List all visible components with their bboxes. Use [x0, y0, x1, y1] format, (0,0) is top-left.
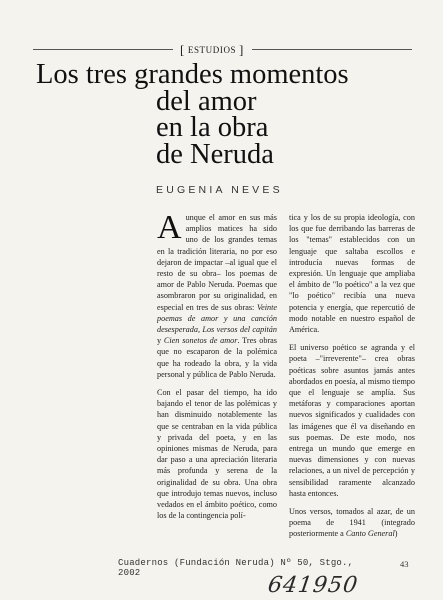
left-p1-title-sonetos: Cien sonetos de amor	[163, 336, 238, 346]
left-p1-text-c: y	[157, 336, 164, 346]
right-paragraph-3	[289, 506, 415, 540]
header-rule-left	[33, 49, 173, 50]
title-line-4: de Neruda	[156, 138, 274, 170]
right-paragraph-1: tica y los de su propia ideología, con los que fue derribando las barreras de los "temas" establecidos con un lenguaje que saltaba escollos e introducía nuevas formas de expresión. Un lenguaje que ampliaba el ámbito de "lo poético" a la vez que "lo poético" recibía una nueva potencia y energía, que repercutió de modo notable en nuestro español de América.	[289, 213, 415, 335]
right-p3-text-a: Unos versos, tomados al azar, de un poema de 1941 (integrado posteriormente a	[289, 507, 415, 539]
page-number: 43	[400, 559, 409, 569]
left-column	[157, 212, 277, 557]
title-line-1: Los tres grandes momentos	[36, 59, 349, 90]
title-line-3: en la obra	[156, 112, 269, 143]
title-line-2: del amor	[156, 85, 257, 117]
section-close-bracket: ]	[239, 42, 244, 57]
section-tag	[176, 42, 248, 56]
handwritten-catalog-number: 641950	[266, 573, 360, 598]
left-p1-title-versos: Los versos del capitán	[202, 325, 277, 335]
left-p1-text-b: ,	[197, 325, 203, 335]
left-p1-title-veinte: Veinte poemas de amor y una canción desesperada	[157, 302, 277, 335]
header-rule-right	[252, 49, 412, 50]
journal-citation: Cuadernos (Fundación Neruda) Nº 50, Stgo., 2002	[118, 558, 354, 578]
left-paragraph-1	[157, 212, 277, 380]
left-paragraph-2: Con el pasar del tiempo, ha ido bajando el tenor de las polémicas y han disminuido notablemente las que se centraban en la vida pública y privada del poeta, y en las opiniones mismas de Neruda, para dar paso a una apreciación literaria más profunda y serena de la originalidad de su obra. Una obra que introdujo temas nuevos, incluso vedados en el ámbito poético, como los de la contingencia polí-	[157, 388, 277, 521]
right-p3-text-b: )	[394, 529, 398, 539]
right-column	[289, 212, 415, 557]
left-p1-text-d: . Tres obras que no escaparon de la polémica que ha rodeado la obra, y la vida personal y pública de Pablo Neruda.	[157, 336, 277, 379]
right-p3-title-canto: Canto General	[345, 529, 395, 539]
author-name: EUGENIA NEVES	[156, 184, 283, 196]
right-paragraph-2: El universo poético se agranda y el poeta –"irreverente"– crea obras poéticas sobre asuntos jamás antes abordados en poesía, al mismo tiempo que el lenguaje se amplía. Sus metáforas y comparaciones aportan nuevos significados y cualidades con las imágenes que él va diseñando en sus poemas. De este modo, nos entrega un mundo que emerge en nuevas dimensiones y con nuevas relaciones, a un nivel de percepción y sensibilidad raramente alcanzado hasta entonces.	[289, 343, 415, 498]
article-title	[30, 59, 420, 170]
left-p1-text-a: unque el amor en sus más amplios matices ha sido uno de los grandes temas en la tradición literaria, no por eso dejaron de impactar –al igual que el resto de su obra– los poemas de amor de Pablo Neruda. Poemas que asombraron por su originalidad, en especial en tres de sus obras:	[157, 213, 277, 312]
section-label: ESTUDIOS	[187, 45, 237, 55]
drop-cap: A	[157, 212, 182, 246]
section-open-bracket: [	[180, 42, 185, 57]
